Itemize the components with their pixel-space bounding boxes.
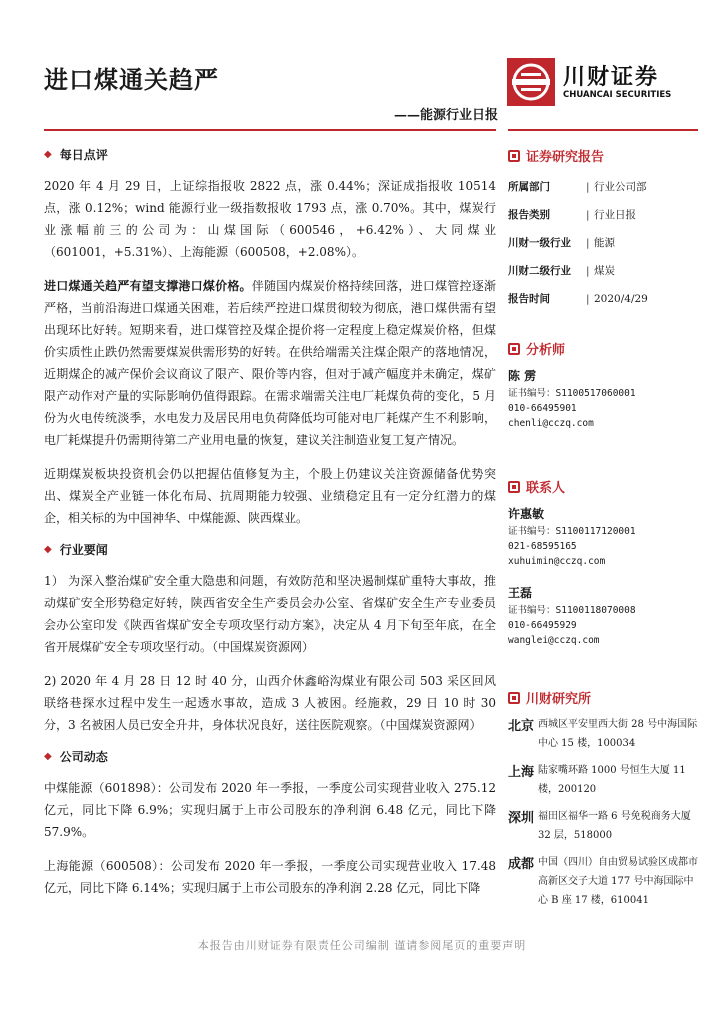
office-entry [508,715,698,753]
contact-card [508,583,698,648]
section-heading-company [44,748,496,765]
sidebar-heading-report [508,146,698,165]
analyst-card [508,366,698,431]
office-city: 上海 [508,765,535,780]
info-value: 行业公司部 [594,181,647,193]
contact-card [508,504,698,569]
section-heading-text: 公司动态 [59,750,108,764]
company-news-item: 上海能源（600508）：公司发布 2020 年一季报，一季度公司实现营业收入 17.48 亿元，同比下降 6.14%；实现归属于上市公司股东的净利润 2.28 亿元，同比下降 [44,859,496,895]
sidebar-heading-text: 川财研究所 [526,692,592,707]
office-address: 陆家嘴环路 1000 号恒生大厦 11 楼，200120 [538,765,686,795]
section-heading-text: 每日点评 [59,148,108,162]
info-key: 报告类别 [508,209,550,221]
daily-recommendation-paragraph: 近期煤炭板块投资机会仍以把握估值修复为主，个股上仍建议关注资源储备优势突出、煤炭全产业链一体化布局、抗周期能力较强、业绩稳定且有一定分红潜力的煤企，相关标的为中国神华、中煤能源、陕西煤业。 [44,467,496,525]
office-address: 西城区平安里西大街 28 号中海国际中心 15 楼，100034 [538,719,698,749]
office-entry [508,761,698,799]
report-title: 进口煤通关趋严 [44,66,219,94]
office-city: 深圳 [508,811,535,826]
info-value: 能源 [594,237,615,249]
contact-name: 许惠敏 [508,507,545,521]
contact-cert: 证书编号：S1100118070008 [508,605,636,616]
header-divider-main [44,129,496,131]
office-city: 成都 [508,857,535,872]
section-marker-icon [508,481,520,493]
sidebar-heading-text: 联系人 [526,481,566,496]
sidebar [508,146,698,918]
info-value: 2020/4/29 [594,293,648,305]
analysis-body: 伴随国内煤炭价格持续回落，进口煤管控逐渐严格，当前沿海进口煤通关困难，若后续严控进口煤贯彻较为彻底，港口煤供需有望出现环比好转。短期来看，进口煤管控及煤企提价将一定程度上稳定煤炭价格，但煤价实质性止跌仍然需要煤炭供需形势的好转。在供给端需关注煤企限产的落地情况，近期煤企的减产保价会议商议了限产、限价等内容，但对于减产幅度并未确定，煤矿限产动作对产量的实际影响仍值得跟踪。在需求端需关注电厂耗煤负荷的变化，5 月份为火电传统淡季，水电发力及居民用电负荷降低均可能对电厂耗煤产生不利影响，电厂耗煤提升仍需期待第二产业用电量的恢复，建议关注制造业复工复产情况。 [44,279,496,447]
analyst-email[interactable]: chenli@cczq.com [508,418,594,429]
diamond-bullet-icon: ◆ [44,751,52,762]
header-divider-side [508,129,698,131]
sidebar-heading-institute [508,688,698,707]
contact-cert: 证书编号：S1100117120001 [508,526,636,537]
info-value: 煤炭 [594,265,615,277]
report-subtitle: ——能源行业日报 [393,108,498,123]
report-info-row: 川财二级行业 | 煤炭 [508,257,698,285]
section-marker-icon [508,343,520,355]
diamond-bullet-icon: ◆ [44,149,52,160]
report-info-row: 川财一级行业 | 能源 [508,229,698,257]
logo-text-en: CHUANCAI SECURITIES [563,90,672,100]
industry-news-item: 1） 为深入整治煤矿安全重大隐患和问题，有效防范和坚决遏制煤矿重特大事故，推动煤矿安全形势稳定好转，陕西省安全生产委员会办公室、省煤矿安全生产专业委员会办公室印发《陕西省煤矿安全专项攻坚行动方案》，决定从 4 月下旬至年底，在全省开展煤矿安全专项攻坚行动。（中国煤炭资源网） [44,574,496,654]
daily-analysis-paragraph [44,275,496,451]
contact-phone: 010-66495929 [508,620,577,631]
section-marker-icon [508,150,520,162]
office-city: 北京 [508,719,535,734]
report-info-row: 所属部门 | 行业公司部 [508,173,698,201]
sidebar-heading-text: 证券研究报告 [526,150,605,165]
section-marker-icon [508,692,520,704]
contact-email[interactable]: wanglei@cczq.com [508,635,600,646]
chuancai-logo-icon [507,58,555,106]
analyst-phone: 010-66495901 [508,403,577,414]
info-key: 所属部门 [508,181,550,193]
industry-news-item: 2) 2020 年 4 月 28 日 12 时 40 分，山西介休鑫峪沟煤业有限公司 503 采区回风联络巷探水过程中发生一起透水事故，造成 3 人被困。经施救，29 日 10 时 30 分，3 名被困人员已安全升井，身体状况良好，送往医院观察。（中国煤炭资源网） [44,674,496,732]
info-key: 报告时间 [508,293,550,305]
analyst-cert: 证书编号：S1100517060001 [508,388,636,399]
logo-text-cn: 川财证券 [563,65,660,90]
contact-phone: 021-68595165 [508,541,577,552]
info-key: 川财二级行业 [508,265,571,277]
sidebar-heading-contacts [508,477,698,496]
company-logo [507,58,697,106]
section-heading-industry [44,541,496,558]
info-value: 行业日报 [594,209,636,221]
contact-name: 王磊 [508,586,533,600]
office-address: 福田区福华一路 6 号免税商务大厦 32 层，518000 [538,811,691,841]
office-entry [508,853,698,910]
diamond-bullet-icon: ◆ [44,544,52,555]
section-heading-daily [44,146,496,163]
main-column [44,146,496,911]
report-info-row: 报告时间 | 2020/4/29 [508,285,698,313]
contact-email[interactable]: xuhuimin@cczq.com [508,556,606,567]
analyst-name: 陈 雳 [508,369,537,383]
company-news-item: 中煤能源（601898）：公司发布 2020 年一季报，一季度公司实现营业收入 275.12 亿元，同比下降 6.9%；实现归属于上市公司股东的净利润 6.48 亿元，同比下降 57.9%。 [44,781,496,839]
section-heading-text: 行业要闻 [59,543,108,557]
report-info-row: 报告类别 | 行业日报 [508,201,698,229]
sidebar-heading-analyst [508,339,698,358]
office-address: 中国（四川）自由贸易试验区成都市高新区交子大道 177 号中海国际中心 B 座 17 楼，610041 [538,857,698,906]
page-footer-disclaimer: 本报告由川财证券有限责任公司编制 谨请参阅尾页的重要声明 [197,939,527,952]
daily-market-paragraph: 2020 年 4 月 29 日，上证综指报收 2822 点，涨 0.44%；深证成指报收 10514 点，涨 0.12%；wind 能源行业一级指数报收 1793 点，涨 0.70%。其中，煤炭行业涨幅前三的公司为：山煤国际（600546，+6.42%）、大同煤业（601001，+5.31%）、上海能源（600508，+2.08%）。 [44,179,496,259]
sidebar-heading-text: 分析师 [526,343,566,358]
analysis-lead: 进口煤通关趋严有望支撑港口煤价格。 [44,279,252,293]
office-entry [508,807,698,845]
info-key: 川财一级行业 [508,237,571,249]
